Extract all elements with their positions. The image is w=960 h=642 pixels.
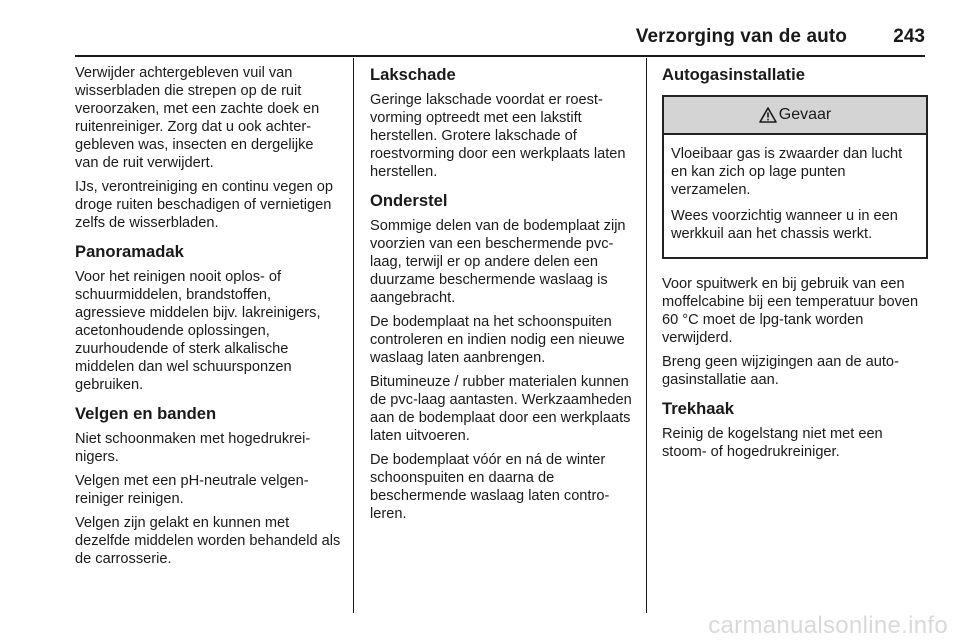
paragraph: IJs, verontreiniging en continu vegen op droge ruiten beschadigen of vernietigen zelfs de wisserbladen. — [75, 179, 333, 231]
warning-text: Wees voorzichtig wanneer u in een werkkuil aan het chassis werkt. — [671, 208, 898, 242]
section-heading-panoramadak: Panoramadak — [75, 242, 184, 261]
warning-title: Gevaar — [778, 106, 832, 123]
warning-body — [664, 135, 926, 257]
column-divider — [646, 58, 647, 613]
paragraph: De bodemplaat vóór en ná de winter schoonspuiten en daarna de beschermende waslaag laten controleren. — [370, 452, 610, 522]
paragraph: De bodemplaat na het schoonspuiten controleren en indien nodig een nieuwe waslaag laten aanbrengen. — [370, 314, 625, 366]
section-heading-onderstel: Onderstel — [370, 191, 448, 210]
watermark: carmanualsonline.info — [708, 612, 948, 639]
paragraph: Voor spuitwerk en bij gebruik van een moffelcabine bij een temperatuur boven 60 °C moet de lpg-tank worden verwijderd. — [662, 276, 919, 346]
paragraph: Voor het reinigen nooit oplos- of schuurmiddelen, brandstoffen, agressieve middelen bijv. lakreinigers, acetonhoudende oplossingen, zuurhoudende of sterk alkalische middelen dan wel schuursponzen gebruiken. — [75, 269, 321, 393]
paragraph: Verwijder achtergebleven vuil van wisserbladen die strepen op de ruit veroorzaken, met een zachte doek en ruitenreiniger. Zorg dat u ook achtergebleven was, insecten en dergelijke van de ruit verwijdert. — [75, 65, 320, 171]
page-number: 243 — [893, 26, 925, 47]
warning-triangle-icon — [759, 107, 777, 123]
paragraph: Sommige delen van de bodemplaat zijn voorzien van een beschermende pvc-laag, terwijl er op andere delen een duurzame beschermende waslaag is aangebracht. — [370, 218, 626, 306]
page-header — [75, 26, 925, 56]
paragraph: Niet schoonmaken met hogedrukreinigers. — [75, 431, 311, 465]
paragraph: Velgen met een pH-neutrale velgenreiniger reinigen. — [75, 473, 309, 507]
warning-text: Vloeibaar gas is zwaarder dan lucht en kan zich op lage punten verzamelen. — [671, 146, 903, 198]
column-divider — [353, 58, 354, 613]
column-middle — [370, 64, 636, 529]
paragraph: Reinig de kogelstang niet met een stoom- of hogedrukreiniger. — [662, 426, 883, 460]
section-heading-velgen: Velgen en banden — [75, 404, 217, 423]
warning-box — [662, 95, 928, 259]
paragraph: Breng geen wijzigingen aan de autogasinstallatie aan. — [662, 354, 899, 388]
column-right — [662, 64, 928, 467]
paragraph: Bitumineuze / rubber materialen kunnen de pvc-laag aantasten. Werkzaamheden aan de bodemplaat door een werkplaats laten uitvoeren. — [370, 374, 632, 444]
header-rule — [75, 55, 925, 57]
paragraph: Velgen zijn gelakt en kunnen met dezelfde middelen worden behandeld als de carrosserie. — [75, 515, 341, 567]
paragraph: Geringe lakschade voordat er roestvorming optreedt met een lakstift herstellen. Grotere lakschade of roestvorming door een werkplaats laten herstellen. — [370, 92, 626, 180]
warning-header — [664, 97, 926, 135]
section-heading-trekhaak: Trekhaak — [662, 399, 734, 418]
chapter-title: Verzorging van de auto — [635, 26, 847, 47]
section-heading-lakschade: Lakschade — [370, 65, 456, 84]
column-left — [75, 64, 341, 574]
section-heading-autogas: Autogasinstallatie — [662, 65, 805, 84]
